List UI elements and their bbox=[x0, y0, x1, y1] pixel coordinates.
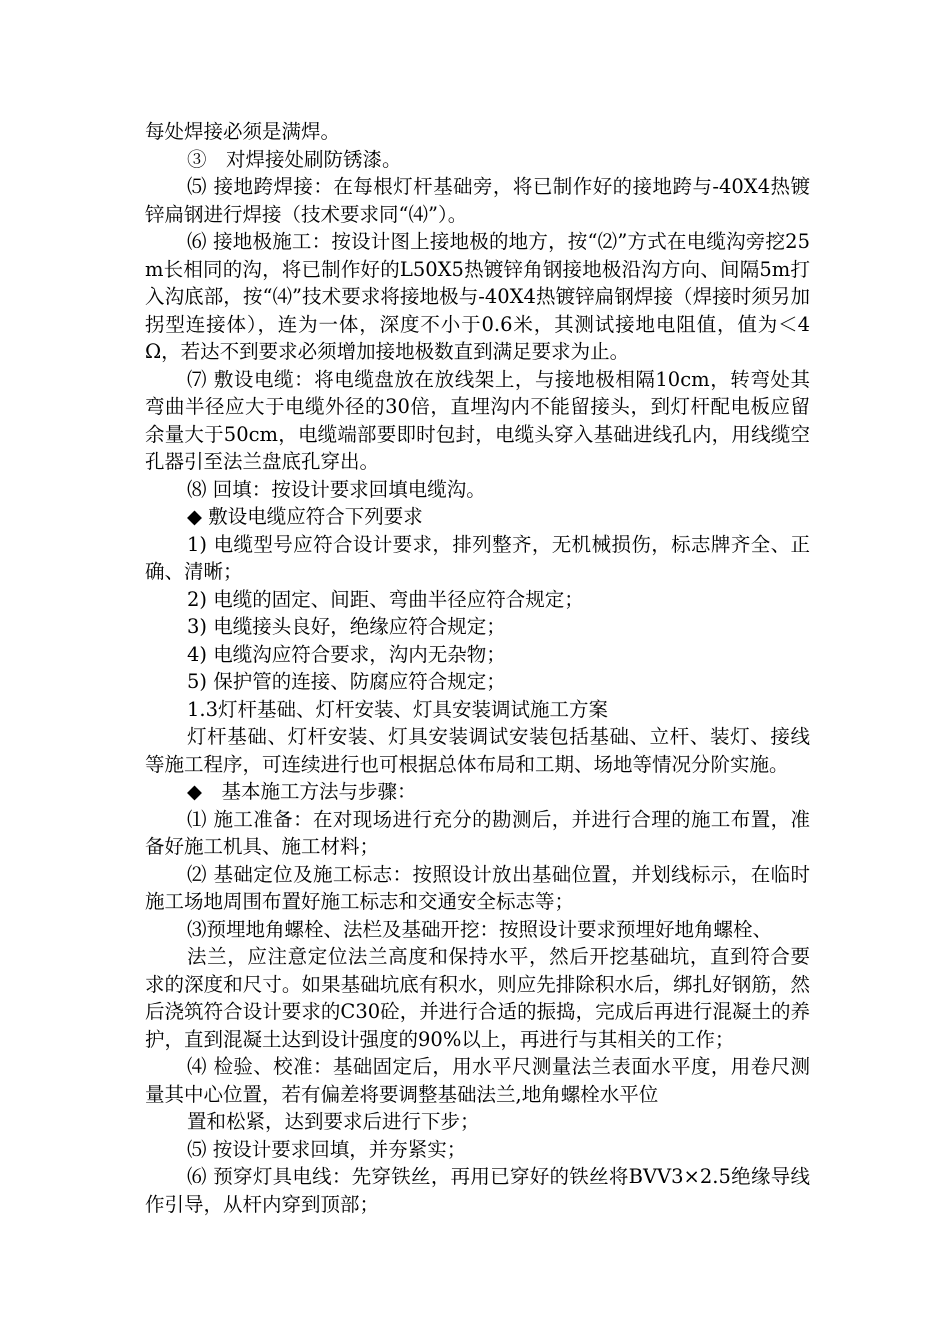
paragraph: ⑵ 基础定位及施工标志：按照设计放出基础位置，并划线标示，在临时施工场地周围布置好施工标志和交通安全标志等； bbox=[145, 862, 810, 913]
paragraph: ◆ 敷设电缆应符合下列要求 bbox=[187, 505, 423, 528]
paragraph: 4) 电缆沟应符合要求，沟内无杂物； bbox=[187, 642, 506, 666]
paragraph: 5) 保护管的连接、防腐应符合规定； bbox=[187, 670, 506, 693]
paragraph: ⑹ 预穿灯具电线：先穿铁丝，再用已穿好的铁丝将BVV3×2.5绝缘导线作引导，从杆内穿到顶部； bbox=[145, 1165, 810, 1216]
paragraph: ⑶预埋地角螺栓、法栏及基础开挖：按照设计要求预埋好地角螺栓、 bbox=[187, 917, 773, 941]
paragraph: 法兰，应注意定位法兰高度和保持水平，然后开挖基础坑，直到符合要求的深度和尺寸。如果基础坑底有积水，则应先排除积水后，绑扎好钢筋，然后浇筑符合设计要求的C30砼，并进行合适的振捣，完成后再进行混凝土的养护，直到混凝土达到设计强度的90%以上，再进行与其相关的工作； bbox=[145, 945, 810, 1051]
paragraph: 3) 电缆接头良好，绝缘应符合规定； bbox=[187, 615, 506, 638]
paragraph: ⑴ 施工准备：在对现场进行充分的勘测后，并进行合理的施工布置，准备好施工机具、施工材料； bbox=[145, 807, 810, 858]
paragraph: ③ 对焊接处刷防锈漆。 bbox=[187, 147, 402, 171]
paragraph: ⑷ 检验、校准：基础固定后，用水平尺测量法兰表面水平度，用卷尺测量其中心位置，若有偏差将要调整基础法兰,地角螺栓水平位 bbox=[145, 1055, 810, 1106]
paragraph: 每处焊接必须是满焊。 bbox=[145, 120, 341, 143]
paragraph: 灯杆基础、灯杆安装、灯具安装调试安装包括基础、立杆、装灯、接线等施工程序，可连续进行也可根据总体布局和工期、场地等情况分阶实施。 bbox=[145, 725, 810, 776]
document-body bbox=[145, 118, 810, 1218]
paragraph: 1) 电缆型号应符合设计要求，排列整齐，无机械损伤，标志牌齐全、正确、清晰； bbox=[145, 532, 810, 583]
paragraph: ⑻ 回填：按设计要求回填电缆沟。 bbox=[187, 477, 486, 501]
section-heading: 1.3灯杆基础、灯杆安装、灯具安装调试施工方案 bbox=[187, 697, 609, 721]
paragraph: ⑹ 接地极施工：按设计图上接地极的地方，按“⑵”方式在电缆沟旁挖25m长相同的沟，将已制作好的L50X5热镀锌角钢接地极沿沟方向、间隔5m打入沟底部，按“⑷”技术要求将接地极与-40X4热镀锌扁钢焊接（焊接时须另加拐型连接体），连为一体，深度不小于0.6米，其测试接地电阻值，值为＜4Ω，若达不到要求必须增加接地极数直到满足要求为止。 bbox=[145, 230, 810, 363]
paragraph: ⑸ 按设计要求回填，并夯紧实； bbox=[187, 1137, 467, 1161]
paragraph: ◆ 基本施工方法与步骤： bbox=[187, 780, 417, 803]
paragraph: 置和松紧，达到要求后进行下步； bbox=[187, 1110, 480, 1133]
paragraph: 2) 电缆的固定、间距、弯曲半径应符合规定； bbox=[187, 587, 584, 611]
paragraph: ⑺ 敷设电缆：将电缆盘放在放线架上，与接地极相隔10cm，转弯处其弯曲半径应大于电缆外径的30倍，直埋沟内不能留接头，到灯杆配电板应留余量大于50cm，电缆端部要即时包封，电缆头穿入基础进线孔内，用线缆空孔器引至法兰盘底孔穿出。 bbox=[145, 367, 810, 473]
paragraph: ⑸ 接地跨焊接：在每根灯杆基础旁，将已制作好的接地跨与-40X4热镀锌扁钢进行焊接（技术要求同“⑷”）。 bbox=[145, 175, 810, 226]
